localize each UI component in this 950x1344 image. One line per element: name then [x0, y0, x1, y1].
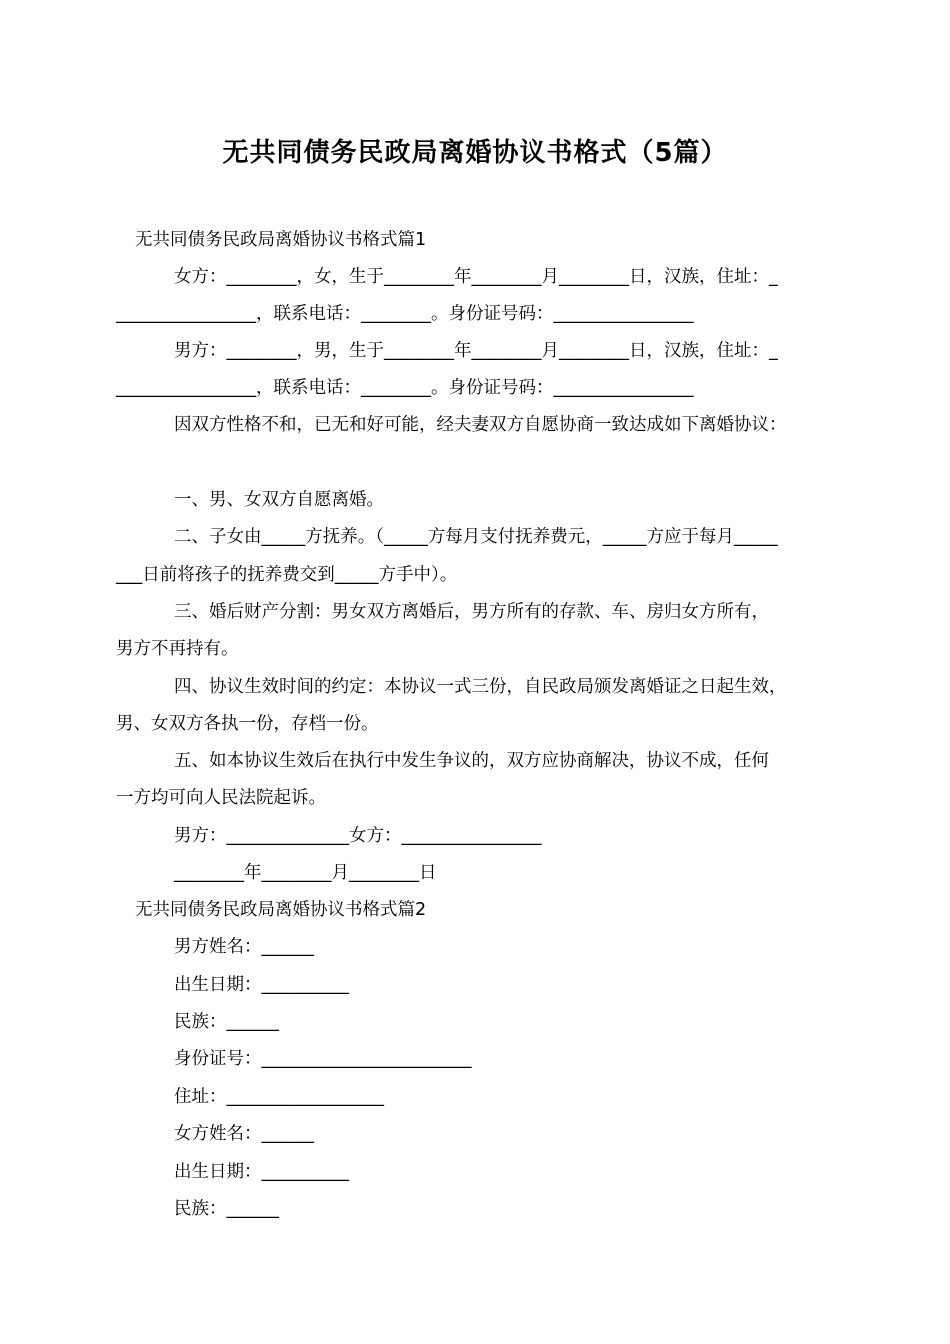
husband-id-field: 身份证号：________________________	[174, 1049, 472, 1069]
clause-2-line-1: 二、子女由_____方抚养。（_____方每月支付抚养费元，_____方应于每月_____	[174, 527, 778, 547]
signature-line: 男方：______________女方：________________	[174, 826, 542, 846]
wife-info-line-2: ________________，联系电话：________。身份证号码：________________	[116, 304, 694, 324]
husband-info-line-2: ________________，联系电话：________。身份证号码：________________	[116, 378, 694, 398]
wife-info-line-1: 女方：________，女，生于________年________月________日，汉族，住址：_	[174, 267, 778, 287]
husband-birthdate-field: 出生日期：__________	[174, 975, 349, 995]
husband-ethnicity-field: 民族：______	[174, 1012, 279, 1032]
wife-ethnicity-field: 民族：______	[174, 1199, 279, 1219]
section-heading-2: 无共同债务民政局离婚协议书格式篇2	[135, 900, 427, 920]
clause-3-line-2: 男方不再持有。	[116, 639, 239, 659]
section-heading-1: 无共同债务民政局离婚协议书格式篇1	[135, 230, 427, 250]
wife-name-field: 女方姓名：______	[174, 1124, 314, 1144]
wife-birthdate-field: 出生日期：__________	[174, 1162, 349, 1182]
clause-3-line-1: 三、婚后财产分割：男女双方离婚后，男方所有的存款、车、房归女方所有，	[174, 602, 769, 622]
husband-name-field: 男方姓名：______	[174, 937, 314, 957]
husband-address-field: 住址：__________________	[174, 1087, 384, 1107]
clause-4-line-2: 男、女双方各执一份，存档一份。	[116, 714, 379, 734]
agreement-intro: 因双方性格不和，已无和好可能，经夫妻双方自愿协商一致达成如下离婚协议：	[174, 415, 787, 435]
document-title: 无共同债务民政局离婚协议书格式（5篇）	[222, 138, 728, 168]
clause-5-line-1: 五、如本协议生效后在执行中发生争议的，双方应协商解决，协议不成，任何	[174, 751, 769, 771]
clause-5-line-2: 一方均可向人民法院起诉。	[116, 788, 326, 808]
clause-2-line-2: ___日前将孩子的抚养费交到_____方手中）。	[116, 565, 458, 585]
clause-4-line-1: 四、协议生效时间的约定：本协议一式三份，自民政局颁发离婚证之日起生效，	[174, 677, 787, 697]
date-line: ________年________月________日	[174, 863, 437, 883]
clause-1: 一、男、女双方自愿离婚。	[174, 490, 384, 510]
husband-info-line-1: 男方：________，男，生于________年________月________日，汉族，住址：_	[174, 341, 778, 361]
